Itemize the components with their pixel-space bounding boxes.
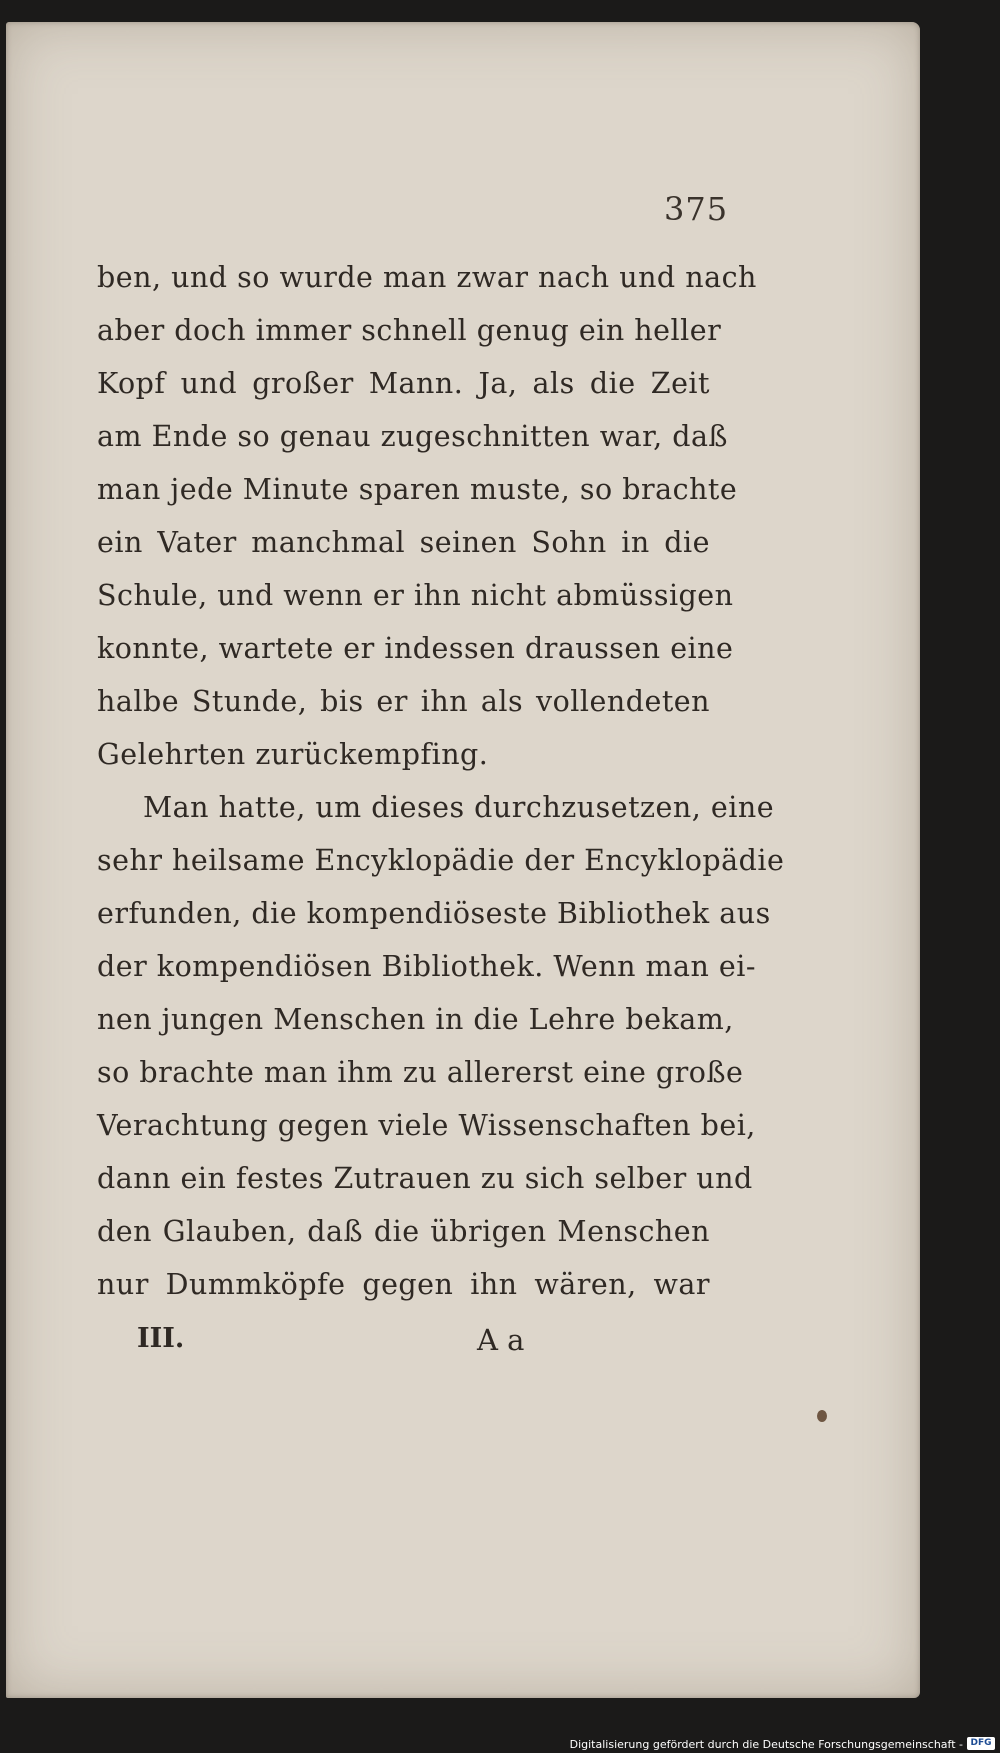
paragraph-first-line: Man hatte, um dieses durchzusetzen, eine (143, 791, 775, 824)
text-line: Schule, und wenn er ihn nicht abmüssigen (97, 579, 734, 612)
text-line: der kompendiösen Bibliothek. Wenn man ei- (97, 950, 757, 983)
sheet-signature: A a (477, 1323, 525, 1357)
text-line: Kopf und großer Mann. Ja, als die Zeit (97, 367, 710, 400)
text-line: halbe Stunde, bis er ihn als vollendeten (97, 685, 710, 718)
text-line: nur Dummköpfe gegen ihn wären, war (97, 1268, 710, 1301)
text-line: sehr heilsame Encyklopädie der Encyklopädie (97, 844, 785, 877)
text-line: ein Vater manchmal seinen Sohn in die (97, 526, 710, 559)
volume-signature: III. (137, 1323, 185, 1354)
text-line: ben, und so wurde man zwar nach und nach (97, 261, 757, 294)
text-line: man jede Minute sparen muste, so brachte (97, 473, 738, 506)
text-line: am Ende so genau zugeschnitten war, daß (97, 420, 728, 453)
text-line: konnte, wartete er indessen draussen eine (97, 632, 734, 665)
text-line: Verachtung gegen viele Wissenschaften bei, (97, 1109, 756, 1142)
text-line: Gelehrten zurückempfing. (97, 738, 489, 771)
text-line: erfunden, die kompendiöseste Bibliothek aus (97, 897, 771, 930)
text-line: so brachte man ihm zu allererst eine große (97, 1056, 744, 1089)
text-line: den Glauben, daß die übrigen Menschen (97, 1215, 710, 1248)
text-line: aber doch immer schnell genug ein heller (97, 314, 722, 347)
page-number: 375 (664, 190, 729, 228)
paper-stain (817, 1410, 827, 1422)
funding-credit: Digitalisierung gefördert durch die Deutsche Forschungsgemeinschaft - (569, 1738, 963, 1751)
digitization-footer (0, 1733, 1000, 1753)
text-line: dann ein festes Zutrauen zu sich selber und (97, 1162, 753, 1195)
dfg-logo: DFG (967, 1737, 995, 1750)
text-line: nen jungen Menschen in die Lehre bekam, (97, 1003, 734, 1036)
